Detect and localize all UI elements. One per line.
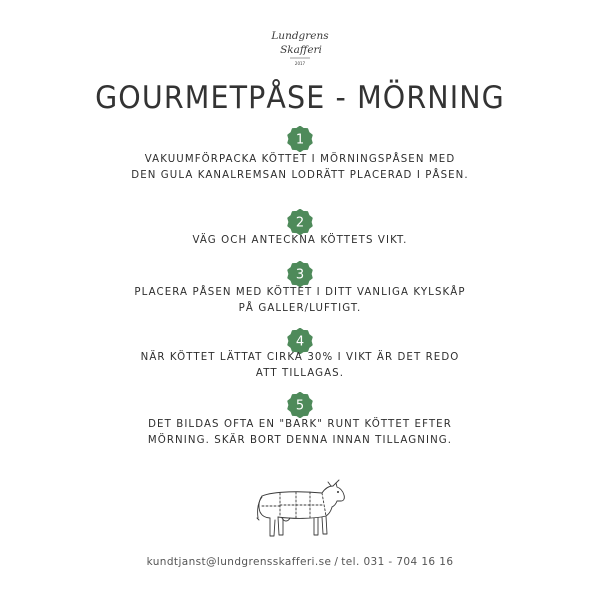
step-badge-3 <box>287 261 313 287</box>
flower-badge-icon <box>287 392 313 418</box>
cow-cuts-icon <box>252 474 348 544</box>
flower-badge-icon <box>287 126 313 152</box>
flower-badge-icon <box>287 209 313 235</box>
logo-line2: Skafferi <box>280 44 322 56</box>
contact-phone[interactable]: tel. 031 - 704 16 16 <box>341 556 454 568</box>
page-title: GOURMETPÅSE - MÖRNING <box>95 80 505 116</box>
logo-line1: Lundgrens <box>271 30 329 42</box>
step-text-3: PLACERA PÅSEN MED KÖTTET I DITT VANLIGA KYLSKÅP PÅ GALLER/LUFTIGT. <box>134 287 466 314</box>
contact-email[interactable]: kundtjanst@lundgrensskafferi.se <box>146 556 332 568</box>
step-number: 1 <box>295 132 305 148</box>
contact-footer <box>0 556 600 568</box>
step-number: 2 <box>295 215 305 231</box>
step-number: 3 <box>295 267 305 283</box>
step-text-5: DET BILDAS OFTA EN "BARK" RUNT KÖTTET EFTER MÖRNING. SKÄR BORT DENNA INNAN TILLAGNING. <box>147 419 453 446</box>
logo-year: 2017 <box>294 61 306 66</box>
lundgrens-skafferi-logo <box>270 24 330 72</box>
step-text-4: NÄR KÖTTET LÄTTAT CIRKA 30% I VIKT ÄR DET REDO ATT TILLAGAS. <box>140 352 460 379</box>
step-number: 5 <box>295 398 305 414</box>
step-badge-5 <box>287 392 313 418</box>
step-number: 4 <box>295 334 305 350</box>
step-text-2: VÄG OCH ANTECKNA KÖTTETS VIKT. <box>192 235 408 246</box>
step-badge-1 <box>287 126 313 152</box>
footer-separator: / <box>334 556 339 568</box>
step-badge-2 <box>287 209 313 235</box>
flower-badge-icon <box>287 261 313 287</box>
step-text-1: VAKUUMFÖRPACKA KÖTTET I MÖRNINGSPÅSEN MED DEN GULA KANALREMSAN LODRÄTT PLACERAD I PÅSEN. <box>131 154 469 181</box>
